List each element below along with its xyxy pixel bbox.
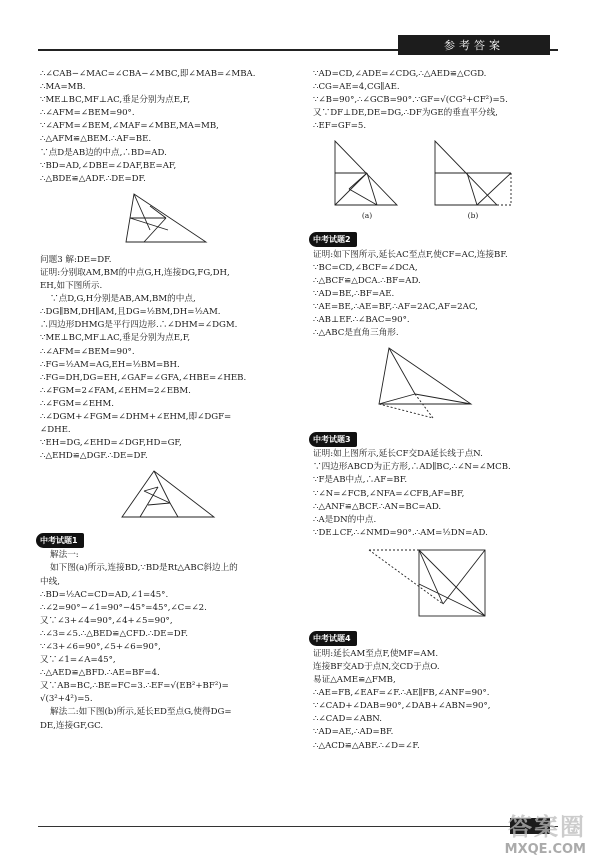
text-line: ∴∠CAD=∠ABN.: [313, 714, 382, 725]
text-line: ∵F是AB中点,∴AF=BF.: [313, 475, 408, 486]
text-line: ∵AE=BE,∴AE=BF,∴AF=2AC,AF=2AC,: [313, 301, 478, 312]
figure-pair-ab: [313, 137, 563, 222]
text-line: ∵BD=AD,∠DBE=∠DAF,BE=AF,: [40, 160, 177, 171]
text-line: ∴△AFM≌△BEM.∴AF=BE.: [40, 134, 152, 145]
banner-label: 中考试题2: [309, 232, 357, 247]
right-text-b: [313, 249, 563, 341]
right-text-a: [313, 68, 563, 133]
text-line: ∴∠3=∠5.∴△BED≌△CFD.∴DE=DF.: [40, 628, 189, 639]
text-line: ∴△ANF≌△BCF.∴AN=BC=AD.: [313, 501, 442, 512]
text-line: ∵BC=CD,∠BCF=∠DCA,: [313, 262, 418, 273]
text-line: ∵AD=AE,∴AD=BF.: [313, 727, 394, 738]
footer-rule: [38, 826, 558, 827]
square-figure: [313, 544, 563, 622]
text-line: 又∵∠1=∠A=45°,: [40, 655, 116, 666]
text-line: ∴AE=FB,∠EAF=∠F.∴AE∥FB,∠ANF=90°.: [313, 688, 490, 699]
text-line: ∵∠B=90°,∴∠GCB=90°.∵GF=√(CG²+CF²)=5.: [313, 95, 508, 106]
right-text-d: [313, 648, 563, 753]
text-line: ∴DG∥BM,DH∥AM,且DG=½BM,DH=½AM.: [40, 307, 221, 318]
text-line: 中线,: [40, 576, 60, 587]
left-text-c: [40, 549, 298, 732]
text-line: ∴∠AFM=∠BEM=90°.: [40, 346, 135, 357]
text-line: EH,如下图所示.: [40, 281, 103, 292]
text-line: ∴△AED≌△BFD.∴AE=BF=4.: [40, 668, 160, 679]
left-text-b: [40, 254, 298, 464]
text-line: ∴∠FGM=2∠FAM,∠EHM=2∠EBM.: [40, 385, 191, 396]
text-line: ∵点D,G,H分别是AB,AM,BM的中点,: [50, 294, 196, 305]
page-header-title: 参考答案: [398, 35, 550, 55]
text-line: √(3²+4²)=5.: [40, 694, 93, 705]
text-line: ∴△ACD≌△ABF.∴∠D=∠F.: [313, 740, 420, 751]
text-line: 如下图(a)所示,连接BD,∵BD是Rt△ABC斜边上的: [50, 563, 238, 574]
text-line: ∵AD=BE,∴BF=AE.: [313, 288, 395, 299]
text-line: ∵ME⊥BC,MF⊥AC,垂足分别为点E,F,: [40, 95, 191, 106]
square-diagram: [359, 544, 499, 622]
text-line: ∵四边形ABCD为正方形,∴AD∥BC,∴∠N=∠MCB.: [313, 462, 511, 473]
text-line: ∵∠3+∠6=90°,∠5+∠6=90°,: [40, 642, 161, 652]
banner-label: 中考试题1: [36, 533, 84, 548]
text-line: ∴∠FGM=∠EHM.: [40, 398, 114, 409]
triangle-figure-2: [40, 467, 298, 523]
watermark-logo-text: 答案圈: [508, 813, 586, 841]
text-line: ∵∠AFM=∠BEM,∠MAF=∠MBE,MA=MB,: [40, 121, 219, 132]
right-column: [313, 68, 563, 753]
text-line: ∠DHE.: [40, 425, 71, 436]
figure-caption: (a): [361, 211, 373, 221]
triangle-diagram-1: [120, 190, 210, 248]
text-line: ∴△EHD≌△DGF.∴DE=DF.: [40, 451, 148, 462]
text-line: ∴MA=MB.: [40, 82, 86, 93]
text-line: ∴BD=½AC=CD=AD,∠1=45°.: [40, 589, 169, 600]
left-text-a: [40, 68, 298, 186]
text-line: ∵EH=DG,∠EHD=∠DGF,HD=GF,: [40, 438, 182, 449]
text-line: ∴AB⊥EF.∴∠BAC=90°.: [313, 315, 410, 326]
text-line: ∵ME⊥BC,MF⊥AC,垂足分别为点E,F,: [40, 333, 191, 344]
triangle-diagram-2: [118, 467, 218, 523]
text-line: 易证△AME≌△FMB,: [313, 675, 396, 686]
text-line: ∴CG=AE=4,CG∥AE.: [313, 82, 400, 93]
text-line: ∴EF=GF=5.: [313, 121, 367, 132]
text-line: DE,连接GF,GC.: [40, 720, 104, 731]
section-banner-3: [309, 432, 357, 446]
text-line: ∴∠DGM+∠FGM=∠DHM+∠EHM,即∠DGF=: [40, 411, 232, 422]
text-line: ∴∠AFM=∠BEM=90°.: [40, 108, 135, 119]
text-line: 又∵AB=BC,∴BE=FC=3.∴EF=√(EB²+BF²)=: [40, 681, 229, 692]
banner-label: 中考试题4: [309, 631, 357, 646]
text-line: 解法二:如下图(b)所示,延长ED至点G,使得DG=: [50, 707, 232, 718]
text-line: 证明:如下图所示,延长AC至点F,使CF=AC,连接BF.: [313, 249, 508, 260]
text-line: ∴△BCF≌△DCA.∴BF=AD.: [313, 275, 421, 286]
text-line: 连接BF交AD于点N,交CD于点O.: [313, 661, 440, 672]
watermark: [505, 807, 586, 857]
text-line: ∴FG=DH,DG=EH,∠GAF=∠GFA,∠HBE=∠HEB.: [40, 372, 247, 383]
left-column: [40, 68, 298, 733]
text-line: ∴△ABC是直角三角形.: [313, 328, 399, 339]
text-line: ∵∠N=∠FCB,∠NFA=∠CFB,AF=BF,: [313, 488, 465, 499]
text-line: 又∵DF⊥DE,DE=DG,∴DF为GE的垂直平分线,: [313, 108, 498, 119]
triangle-diagram-3: [371, 344, 481, 422]
figure-b: [431, 137, 515, 222]
text-line: 证明:分别取AM,BM的中点G,H,连接DG,FG,DH,: [40, 267, 230, 278]
section-banner-1: [36, 533, 84, 547]
section-banner-4: [309, 632, 357, 646]
text-line: ∵点D是AB边的中点,∴BD=AD.: [40, 147, 167, 158]
text-line: ∵AD=CD,∠ADE=∠CDG,∴△AED≌△CGD.: [313, 69, 487, 79]
text-line: ∴△BDE≌△ADF.∴DE=DF.: [40, 173, 146, 184]
right-text-c: [313, 448, 563, 540]
watermark-url: MXQE.COM: [504, 842, 586, 857]
right-triangle-diagram-b: [431, 137, 515, 209]
text-line: 证明:如上图所示,延长CF交DA延长线于点N.: [313, 449, 483, 460]
triangle-figure-1: [40, 190, 298, 248]
text-line: ∵DE⊥CF,∴∠NMD=90°.∴AM=½DN=AD.: [313, 527, 488, 538]
text-line: ∴四边形DHMG是平行四边形.∴∠DHM=∠DGM.: [40, 320, 238, 331]
text-line: 解法一:: [50, 550, 79, 561]
text-line: 又∵∠3+∠4=90°,∠4+∠5=90°,: [40, 615, 173, 626]
text-line: 问题3 解:DE=DF.: [40, 254, 112, 265]
text-line: ∴∠CAB−∠MAC=∠CBA−∠MBC,即∠MAB=∠MBA.: [40, 69, 256, 79]
section-banner-2: [309, 233, 357, 247]
triangle-figure-3: [313, 344, 563, 422]
text-line: ∴∠2=90°−∠1=90°−45°=45°,∠C=∠2.: [40, 602, 207, 613]
text-line: ∴FG=½AM=AG,EH=½BM=BH.: [40, 359, 180, 370]
figure-a: [331, 137, 403, 222]
text-line: ∵∠CAD+∠DAB=90°,∠DAB+∠ABN=90°,: [313, 701, 491, 712]
figure-caption: (b): [467, 211, 479, 221]
text-line: ∴A是DN的中点.: [313, 514, 377, 525]
banner-label: 中考试题3: [309, 432, 357, 447]
right-triangle-diagram-a: [331, 137, 403, 209]
text-line: 证明:延长AM至点F,使MF=AM.: [313, 648, 439, 659]
